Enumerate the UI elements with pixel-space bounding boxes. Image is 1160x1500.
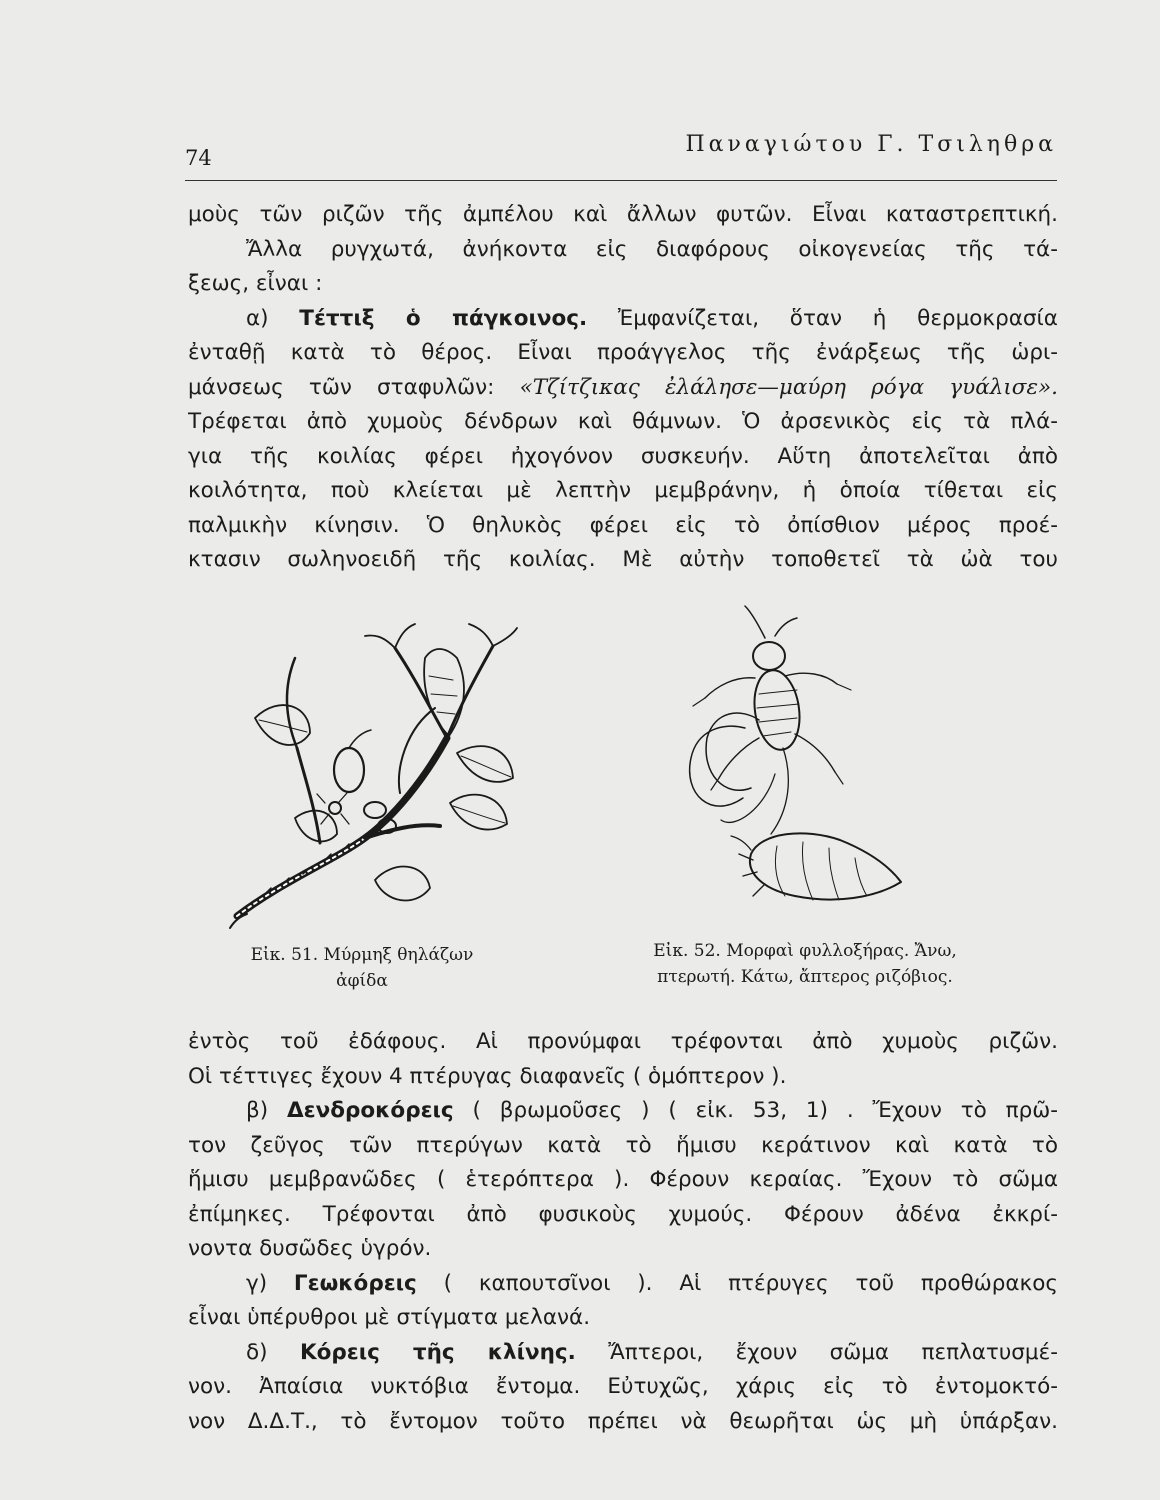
figure-52	[665, 598, 920, 918]
text-line: εἶναι ὑπέρυθροι μὲ στίγματα μελανά.	[188, 1305, 591, 1330]
text-line: μοὺς τῶν ριζῶν τῆς ἀμπέλου καὶ ἄλλων φυτῶν. Εἶναι καταστρεπτική.	[188, 202, 1058, 227]
text-line: ἐνταθῇ κατὰ τὸ θέρος. Εἶναι προάγγελος τῆς ἐνάρξεως τῆς ὡρι-	[188, 340, 1058, 365]
term-koreis-klinis: Κόρεις τῆς κλίνης.	[299, 1339, 576, 1365]
text-line: ξεως, εἶναι :	[188, 271, 323, 296]
text-line: για τῆς κοιλίας φέρει ἠχογόνον συσκευήν. Αὕτη ἀποτελεῖται ἀπὸ	[188, 443, 1058, 469]
page-header	[185, 128, 1057, 178]
figure-51	[225, 598, 520, 938]
text-line: κτασιν σωληνοειδῆ τῆς κοιλίας. Μὲ αὐτὴν τοποθετεῖ τὰ ὠὰ του	[188, 547, 1058, 572]
caption-line: πτερωτή. Κάτω, ἄπτερος ριζόβιος.	[657, 967, 953, 987]
text-line: ἐντὸς τοῦ ἐδάφους. Αἱ προνύμφαι τρέφονται ἀπὸ χυμοὺς ριζῶν.	[188, 1029, 1058, 1054]
page-number: 74	[185, 146, 212, 170]
text-line	[188, 371, 1058, 406]
term-dendrokoreis: Δενδροκόρεις	[286, 1098, 454, 1123]
caption-figure-52	[560, 938, 1050, 990]
text-span: Ἐμφανίζεται, ὅταν ἡ θερμοκρασία	[587, 305, 1058, 331]
item-prefix: γ)	[246, 1270, 294, 1296]
header-rule	[185, 180, 1057, 181]
text-line	[188, 302, 1058, 337]
text-line: κοιλότητα, ποὺ κλείεται μὲ λεπτὴν μεμβράνην, ἡ ὁποία τίθεται εἰς	[188, 478, 1058, 503]
caption-line: Εἰκ. 52. Μορφαὶ φυλλοξήρας. Ἄνω,	[653, 941, 957, 961]
term-tettix: Τέττιξ ὁ πάγκοινος.	[299, 305, 588, 331]
text-line	[188, 1267, 1058, 1302]
text-line: ἐπίμηκες. Τρέφονται ἀπὸ φυσικοὺς χυμούς. Φέρουν ἀδένα ἐκκρί-	[188, 1201, 1058, 1227]
text-span: Ἄπτεροι, ἔχουν σῶμα πεπλατυσμέ-	[575, 1339, 1058, 1365]
text-span: ( βρωμοῦσες ) ( εἰκ. 53, 1) . Ἔχουν τὸ πρῶ-	[453, 1098, 1058, 1123]
text-line: νοντα δυσῶδες ὑγρόν.	[188, 1236, 432, 1261]
text-span: ( καπουτσῖνοι ). Αἱ πτέρυγες τοῦ προθώρακος	[416, 1270, 1058, 1296]
text-line: νον Δ.Δ.Τ., τὸ ἔντομον τοῦτο πρέπει νὰ θεωρῆται ὡς μὴ ὑπάρξαν.	[188, 1408, 1058, 1434]
caption-line: Εἰκ. 51. Μύρμηξ θηλάζων	[250, 945, 474, 965]
ant-aphid-drawing-icon	[225, 598, 520, 938]
text-line: Ἄλλα ρυγχωτά, ἀνήκοντα εἰς διαφόρους οἰκογενείας τῆς τά-	[246, 236, 1058, 262]
caption-line: ἀφίδα	[336, 971, 388, 991]
phylloxera-drawing-icon	[665, 598, 920, 918]
item-prefix: δ)	[246, 1339, 300, 1365]
text-line	[188, 1094, 1058, 1129]
text-line: νον. Ἀπαίσια νυκτόβια ἔντομα. Εὐτυχῶς, χάρις εἰς τὸ ἐντομοκτό-	[188, 1374, 1058, 1399]
text-line: τον ζεῦγος τῶν πτερύγων κατὰ τὸ ἥμισυ κεράτινον καὶ κατὰ τὸ	[188, 1132, 1058, 1158]
text-line: παλμικὴν κίνησιν. Ὁ θηλυκὸς φέρει εἰς τὸ ὀπίσθιον μέρος προέ-	[188, 512, 1058, 538]
text-span: μάνσεως τῶν σταφυλῶν:	[188, 374, 520, 400]
term-geokoreis: Γεωκόρεις	[293, 1270, 417, 1296]
item-prefix: β)	[246, 1098, 287, 1123]
bottom-paragraphs	[188, 1025, 1058, 1439]
caption-figure-51	[212, 942, 512, 994]
text-line	[188, 1336, 1058, 1371]
item-prefix: α)	[246, 305, 300, 331]
text-line: Οἱ τέττιγες ἔχουν 4 πτέρυγας διαφανεῖς ( ὁμόπτερον ).	[188, 1063, 787, 1089]
top-paragraphs	[188, 198, 1058, 578]
running-head: Παναγιώτου Γ. Τσιληθρα	[685, 132, 1057, 157]
folk-saying-quote: «Τζίτζικας ἐλάλησε—μαύρη ρόγα γυάλισε».	[519, 374, 1058, 400]
text-line: ἥμισυ μεμβρανῶδες ( ἑτερόπτερα ). Φέρουν κεραίας. Ἔχουν τὸ σῶμα	[188, 1167, 1058, 1192]
text-line: Τρέφεται ἀπὸ χυμοὺς δένδρων καὶ θάμνων. Ὁ ἀρσενικὸς εἰς τὰ πλά-	[188, 409, 1058, 434]
